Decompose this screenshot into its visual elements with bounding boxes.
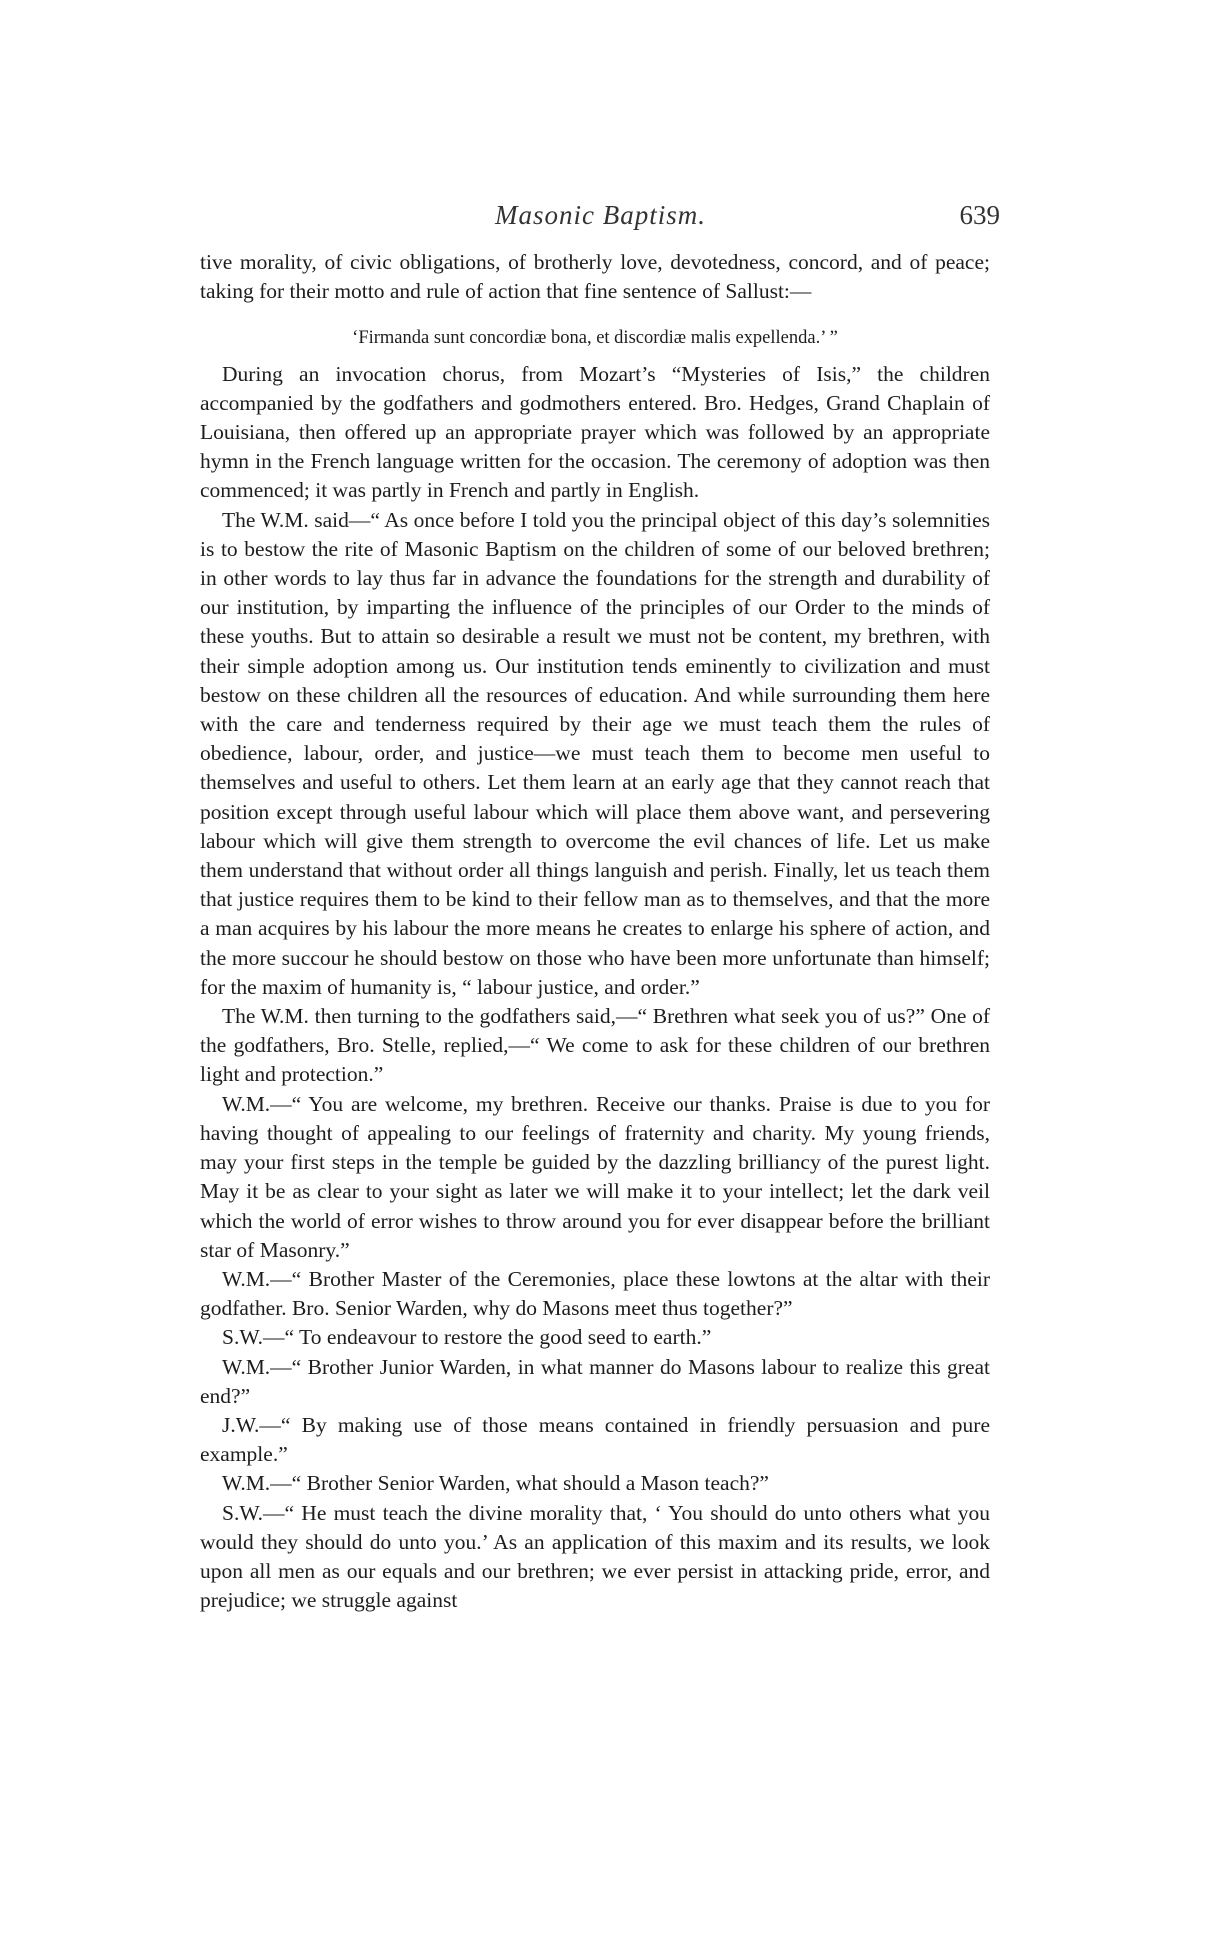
paragraph-ceremonies: W.M.—“ Brother Master of the Ceremonies, place these lowtons at the altar with their godfather. Bro. Senior Warden, why do Masons meet thus together?” bbox=[200, 1266, 990, 1321]
paragraph-sw-morality: S.W.—“ He must teach the divine morality that, ‘ You should do unto others what you would they should do unto you.’ As an application of this maxim and its results, we look upon all men as our equals and our brethren; we ever persist in attacking pride, error, and prejudice; we struggle against bbox=[200, 1500, 990, 1613]
latin-quotation: ‘Firmanda sunt concordiæ bona, et discordiæ malis expellenda.’ ” bbox=[352, 328, 838, 349]
paragraph-wm-address: The W.M. said—“ As once before I told you the principal object of this day’s solemnities is to bestow the rite of Masonic Baptism on the children of some of our beloved brethren; in other words to lay thus far in advance the foundations for the strength and durability of our institution, by imparting the influence of the principles of our Order to the minds of these youths. But to attain so desirable a result we must not be content, my brethren, with their simple adoption among us. Our institution tends eminently to civilization and must bestow on these children all the resources of education. And while surrounding them here with the care and tenderness required by their age we must teach them the rules of obedience, labour, order, and justice—we must teach them to become men useful to themselves and useful to others. Let them learn at an early age that they cannot reach that position except through useful labour which will place them above want, and persevering labour which will give them strength to overcome the evil chances of life. Let us make them understand that without order all things languish and perish. Finally, let us teach them that justice requires them to be kind to their fellow man as to themselves, and that the more a man acquires by his labour the more means he creates to enlarge his sphere of action, and the more succour he should bestow on those who have been more unfortunate than himself; for the maxim of humanity is, “ labour justice, and order.” bbox=[200, 507, 990, 999]
paragraph-invocation: During an invocation chorus, from Mozart’s “Mysteries of Isis,” the children accompanied by the godfathers and godmothers entered. Bro. Hedges, Grand Chaplain of Louisiana, then offered up an appropriate prayer which was followed by an appropriate hymn in the French language written for the occasion. The ceremony of adoption was then commenced; it was partly in French and partly in English. bbox=[200, 361, 990, 503]
paragraph-jw-reply: J.W.—“ By making use of those means contained in friendly persuasion and pure example.” bbox=[200, 1412, 990, 1467]
paragraph-godfathers: The W.M. then turning to the godfathers said,—“ Brethren what seek you of us?” One of the godfathers, Bro. Stelle, replied,—“ We come to ask for these children of our brethren light and protection.” bbox=[200, 1004, 990, 1087]
running-title: Masonic Baptism. bbox=[495, 200, 706, 230]
body-text bbox=[200, 248, 990, 1615]
page-number: 639 bbox=[959, 200, 1000, 230]
page-header bbox=[200, 200, 1000, 240]
paragraph-sw-reply: S.W.—“ To endeavour to restore the good seed to earth.” bbox=[222, 1325, 712, 1350]
paragraph-continuation: tive morality, of civic obligations, of brotherly love, devotedness, concord, and of peace; taking for their motto and rule of action that fine sentence of Sallust:— bbox=[200, 250, 990, 304]
paragraph-wm-teach: W.M.—“ Brother Senior Warden, what should a Mason teach?” bbox=[222, 1471, 769, 1496]
paragraph-wm-question: W.M.—“ Brother Junior Warden, in what manner do Masons labour to realize this great end?” bbox=[200, 1354, 990, 1408]
paragraph-welcome: W.M.—“ You are welcome, my brethren. Receive our thanks. Praise is due to you for having thought of appealing to our feelings of fraternity and charity. My young friends, may your first steps in the temple be guided by the dazzling brilliancy of the purest light. May it be as clear to your sight as later we will make it to your intellect; let the dark veil which the world of error wishes to throw around you for ever disappear before the brilliant star of Masonry.” bbox=[200, 1091, 990, 1262]
